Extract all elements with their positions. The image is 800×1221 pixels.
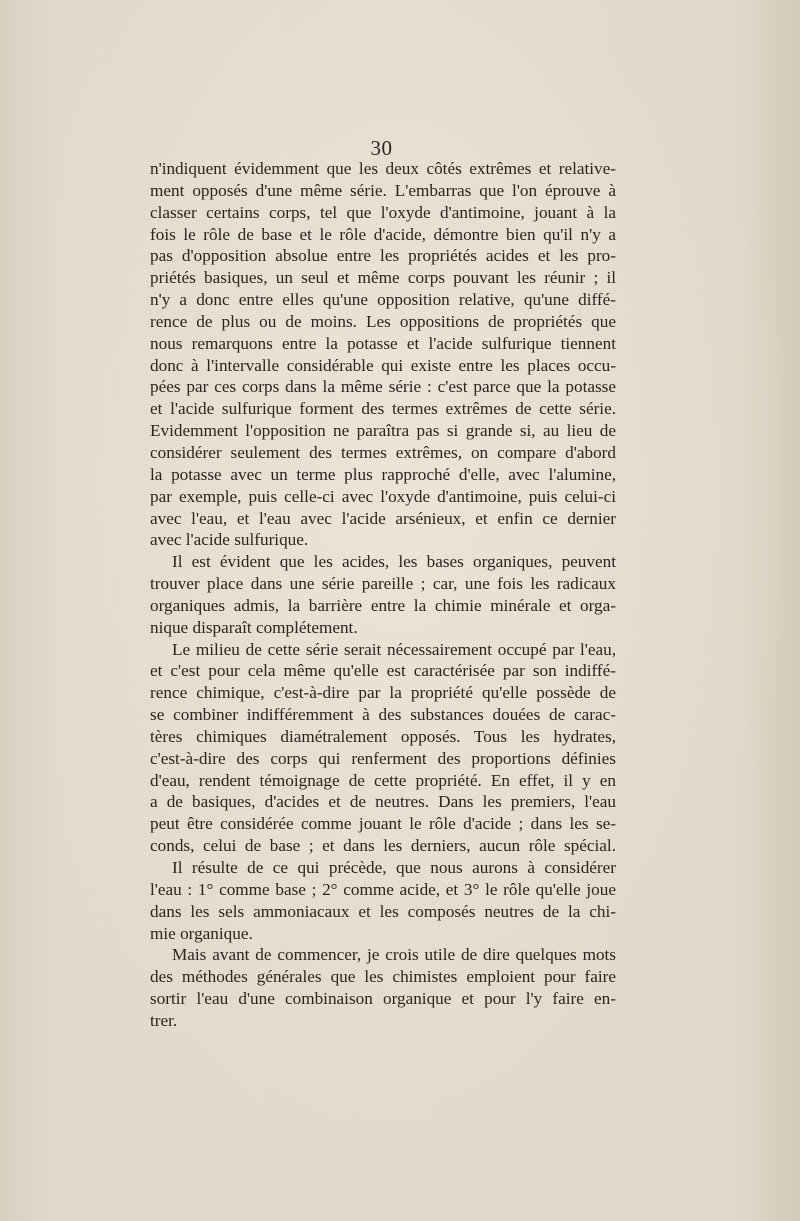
text-line: dans les sels ammoniacaux et les composés neutres de la chi- (150, 901, 616, 921)
text-line: Il résulte de ce qui précède, que nous aurons à considérer (172, 858, 616, 877)
text-line: a de basiques, d'acides et de neutres. Dans les premiers, l'eau (150, 792, 616, 812)
text-line: priétés basiques, un seul et même corps pouvant les réunir ; il (150, 268, 616, 288)
text-line: mie organique. (150, 923, 253, 943)
text-line: n'indiquent évidemment que les deux côtés extrêmes et relative- (150, 159, 616, 178)
text-line: considérer seulement des termes extrêmes, on compare d'abord (150, 442, 616, 462)
text-line: c'est-à-dire des corps qui renferment des proportions définies (150, 748, 616, 768)
text-line: fois le rôle de base et le rôle d'acide, démontre bien qu'il n'y a (150, 224, 616, 244)
text-line: et l'acide sulfurique forment des termes extrêmes de cette série. (150, 399, 616, 419)
text-line: classer certains corps, tel que l'oxyde d'antimoine, jouant à la (150, 202, 616, 222)
page-number: 30 (370, 136, 393, 160)
text-line: rence chimique, c'est-à-dire par la propriété qu'elle possède de (150, 683, 616, 703)
text-line: avec l'eau, et l'eau avec l'acide arsénieux, et enfin ce dernier (150, 508, 616, 528)
text-line: l'eau : 1° comme base ; 2° comme acide, et 3° le rôle qu'elle joue (150, 879, 616, 899)
text-line: avec l'acide sulfurique. (150, 530, 309, 550)
text-line: Mais avant de commencer, je crois utile de dire quelques mots (172, 945, 616, 965)
text-line: pées par ces corps dans la même série : c'est parce que la potasse (150, 377, 616, 397)
body-text (150, 158, 616, 1032)
text-line: des méthodes générales que les chimistes emploient pour faire (150, 967, 616, 987)
text-line: nous remarquons entre la potasse et l'acide sulfurique tiennent (150, 333, 616, 353)
text-line: trer. (150, 1010, 178, 1030)
text-line: la potasse avec un terme plus rapproché d'elle, avec l'alumine, (150, 464, 616, 484)
text-line: ment opposés d'une même série. L'embarras que l'on éprouve à (150, 180, 616, 200)
text-line: d'eau, rendent témoignage de cette propriété. En effet, il y en (150, 770, 616, 790)
text-line: Le milieu de cette série serait nécessairement occupé par l'eau, (172, 639, 616, 659)
text-line: par exemple, puis celle-ci avec l'oxyde d'antimoine, puis celui-ci (150, 486, 616, 506)
text-line: donc à l'intervalle considérable qui existe entre les places occu- (150, 355, 616, 375)
text-line: pas d'opposition absolue entre les propriétés acides et les pro- (150, 246, 616, 266)
text-line: trouver place dans une série pareille ; car, une fois les radicaux (150, 574, 616, 594)
text-line: nique disparaît complétement. (150, 617, 358, 637)
text-line: Il est évident que les acides, les bases organiques, peuvent (172, 552, 616, 572)
text-line: n'y a donc entre elles qu'une opposition relative, qu'une diffé- (150, 290, 616, 310)
text-line: et c'est pour cela même qu'elle est caractérisée par son indiffé- (150, 661, 616, 681)
text-line: organiques admis, la barrière entre la chimie minérale et orga- (150, 595, 616, 615)
text-line: rence de plus ou de moins. Les oppositions de propriétés que (150, 311, 616, 331)
text-line: Evidemment l'opposition ne paraîtra pas si grande si, au lieu de (150, 421, 616, 441)
text-line: sortir l'eau d'une combinaison organique et pour l'y faire en- (150, 989, 616, 1009)
text-line: se combiner indifféremment à des substances douées de carac- (150, 705, 616, 725)
text-line: conds, celui de base ; et dans les derniers, aucun rôle spécial. (150, 836, 616, 856)
text-line: peut être considérée comme jouant le rôle d'acide ; dans les se- (150, 814, 616, 834)
text-line: tères chimiques diamétralement opposés. Tous les hydrates, (150, 726, 616, 746)
